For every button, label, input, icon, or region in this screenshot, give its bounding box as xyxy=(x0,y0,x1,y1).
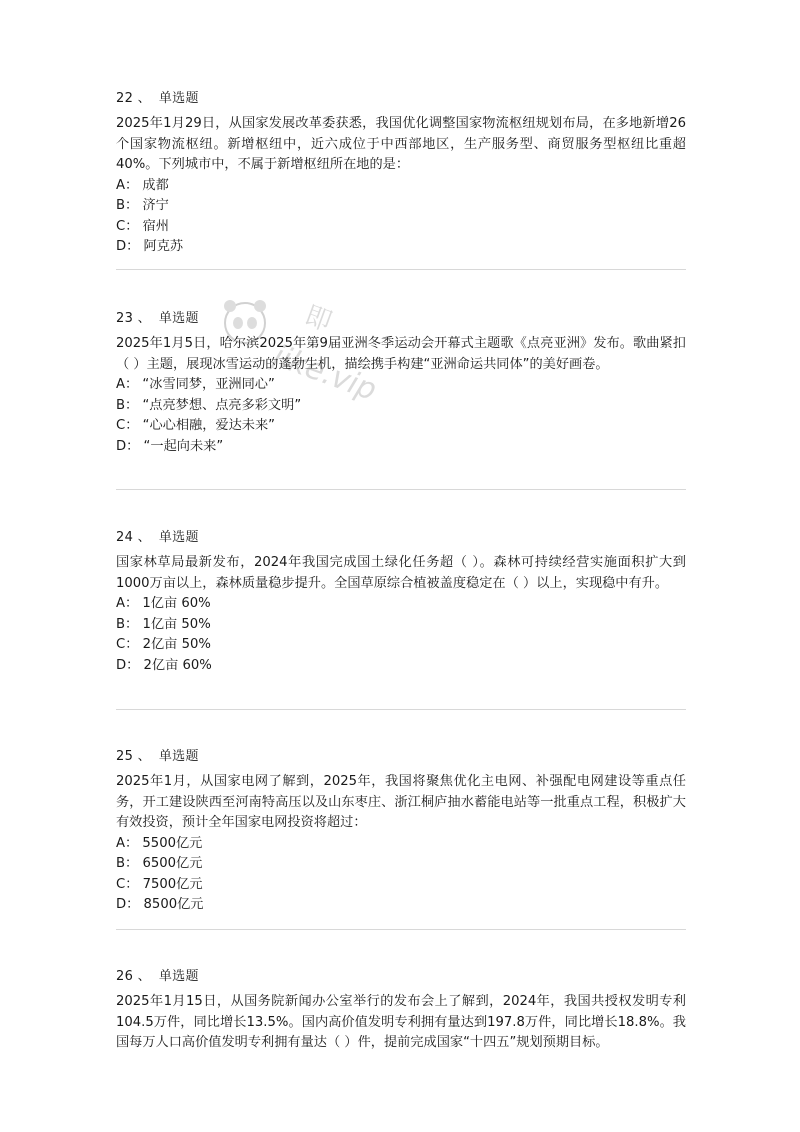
option-c: C： 2亿亩 50% xyxy=(116,637,211,652)
question-text: 2025年1月15日，从国务院新闻办公室举行的发布会上了解到，2024年，我国共授权发明专利104.5万件，同比增长13.5%。国内高价值发明专利拥有量达到197.8万件，同比增长18.8%。我国每万人口高价值发明专利拥有量达（ ）件，提前完成国家“十四五”规划预期目标。 xyxy=(116,994,686,1050)
question-header xyxy=(116,90,686,108)
question-number: 25 、 xyxy=(116,749,151,764)
question-26 xyxy=(116,968,686,1054)
option-a: A： 成都 xyxy=(116,177,169,193)
divider xyxy=(116,269,686,270)
option-a: A： “冰雪同梦，亚洲同心” xyxy=(116,377,275,392)
question-type: 单选题 xyxy=(158,969,199,984)
question-25 xyxy=(116,748,686,916)
option-b: B： 6500亿元 xyxy=(116,856,203,871)
option-d: D： “一起向未来” xyxy=(116,438,224,454)
option-b: B： “点亮梦想、点亮多彩文明” xyxy=(116,397,302,413)
option-a: A： 1亿亩 60% xyxy=(116,596,211,611)
question-header xyxy=(116,968,686,986)
question-text: 2025年1月，从国家电网了解到，2025年，我国将聚焦优化主电网、补强配电网建设等重点任务，开工建设陕西至河南特高压以及山东枣庄、浙江桐庐抽水蓄能电站等一批重点工程，积极扩大有效投资，预计全年国家电网投资将超过： xyxy=(116,774,686,830)
divider xyxy=(116,489,686,490)
option-c: C： 宿州 xyxy=(116,218,169,234)
question-text: 2025年1月29日，从国家发展改革委获悉，我国优化调整国家物流枢纽规划布局，在多地新增26个国家物流枢纽。新增枢纽中，近六成位于中西部地区，生产服务型、商贸服务型枢纽比重超40%。下列城市中，不属于新增枢纽所在地的是： xyxy=(116,116,686,172)
question-text: 国家林草局最新发布，2024年我国完成国土绿化任务超（ ）。森林可持续经营实施面积扩大到1000万亩以上，森林质量稳步提升。全国草原综合植被盖度稳定在（ ）以上，实现稳中有升。 xyxy=(116,555,686,591)
option-c: C： “心心相融，爱达未来” xyxy=(116,418,275,433)
question-22 xyxy=(116,90,686,258)
question-header xyxy=(116,310,686,328)
watermark-text-top: 即 xyxy=(300,300,336,338)
divider xyxy=(116,709,686,710)
question-header xyxy=(116,529,686,547)
question-type: 单选题 xyxy=(158,311,199,326)
question-type: 单选题 xyxy=(158,530,199,545)
watermark-text: jike.vip xyxy=(268,338,381,408)
question-23 xyxy=(116,310,686,457)
question-type: 单选题 xyxy=(158,91,199,106)
option-d: D： 2亿亩 60% xyxy=(116,657,212,673)
option-b: B： 1亿亩 50% xyxy=(116,616,211,632)
option-d: D： 阿克苏 xyxy=(116,239,184,254)
question-number: 23 、 xyxy=(116,311,151,326)
question-header xyxy=(116,748,686,766)
question-number: 22 、 xyxy=(116,91,151,106)
question-24 xyxy=(116,529,686,676)
option-b: B： 济宁 xyxy=(116,198,169,213)
option-d: D： 8500亿元 xyxy=(116,897,204,912)
question-text: 2025年1月5日，哈尔滨2025年第9届亚洲冬季运动会开幕式主题歌《点亮亚洲》发布。歌曲紧扣（ ）主题，展现冰雪运动的蓬勃生机，描绘携手构建“亚洲命运共同体”的美好画卷。 xyxy=(116,336,686,372)
option-c: C： 7500亿元 xyxy=(116,876,203,892)
question-number: 24 、 xyxy=(116,530,151,545)
question-number: 26 、 xyxy=(116,969,151,984)
divider xyxy=(116,929,686,930)
question-type: 单选题 xyxy=(158,749,199,764)
option-a: A： 5500亿元 xyxy=(116,835,203,851)
